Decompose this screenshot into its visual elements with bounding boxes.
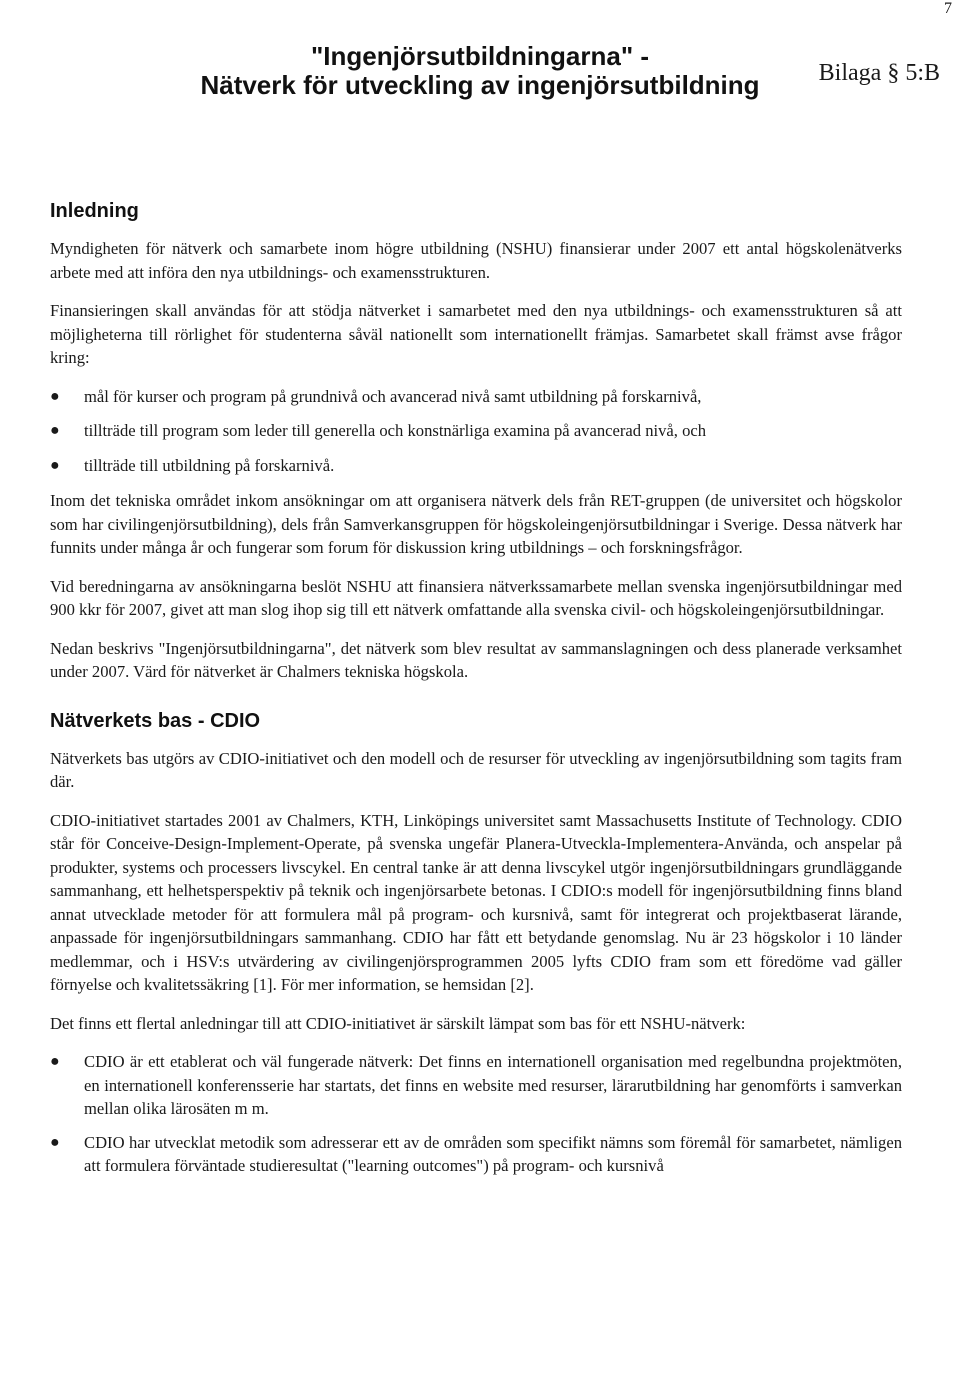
list-item-text: CDIO har utvecklat metodik som adresserar ett av de områden som specifikt nämns som föremål för samarbetet, nämligen att formulera förväntade studieresultat ("learning outcomes") på program- och kursnivå xyxy=(84,1132,902,1175)
list-item-text: mål för kurser och program på grundnivå och avancerad nivå samt utbildning på forskarnivå, xyxy=(84,386,702,406)
list-item-text: tillträde till utbildning på forskarnivå. xyxy=(84,455,335,475)
paragraph: Vid beredningarna av ansökningarna beslöt NSHU att finansiera nätverkssamarbete mellan svenska ingenjörsutbildningar med 900 kkr för 2007, givet att man slog ihop sig till ett nätverk omfattande alla svenska civil- och högskoleingenjörsutbildningar. xyxy=(50,576,902,619)
title-line-2: Nätverk för utveckling av ingenjörsutbildning xyxy=(200,70,760,100)
bullet-icon: ● xyxy=(50,387,60,405)
document-title xyxy=(0,42,960,100)
section-heading-inledning: Inledning xyxy=(50,200,139,222)
paragraph: CDIO-initiativet startades 2001 av Chalmers, KTH, Linköpings universitet samt Massachusetts Institute of Technology. CDIO står för Conceive-Design-Implement-Operate, på svenska ungefär Planera-Utveckla-Implementera-Använda, och anspelar på produkter, systems och processers livscykel. En central tanke är att denna livscykel utgör ingenjörsutbildningars grundläggande sammanhang, ett helhetsperspektiv på teknik och ingenjörsarbete betonas. I CDIO:s modell för ingenjörsutbildning finns bland annat utvecklade metoder för att formulera mål på program- och kursnivå, samt för integrerat och projektbaserat lärande, anpassade för ingenjörsutbildningars sammanhang. CDIO har fått ett betydande genomslag. Nu är 23 högskolor i 10 länder medlemmar, och i HSV:s utvärdering av civilingenjörsprogrammen 2005 lyfts CDIO fram som ett föredöme vad gäller förnyelse och kvalitetssäkring [1]. För mer information, se hemsidan [2]. xyxy=(50,810,902,994)
paragraph: Myndigheten för nätverk och samarbete inom högre utbildning (NSHU) finansierar under 2007 ett antal högskolenätverks arbete med att införa den nya utbildnings- och examensstrukturen. xyxy=(50,239,902,282)
bullet-list xyxy=(50,385,902,478)
list-item xyxy=(50,419,902,443)
paragraph: Nedan beskrivs "Ingenjörsutbildningarna", det nätverk som blev resultat av sammanslagningen och dess planerade verksamhet under 2007. Värd för nätverket är Chalmers tekniska högskola. xyxy=(50,638,902,681)
bullet-icon: ● xyxy=(50,1053,60,1070)
bullet-icon: ● xyxy=(50,456,60,474)
document-body xyxy=(50,200,902,1190)
list-item xyxy=(50,385,902,409)
list-item xyxy=(50,1131,902,1178)
bullet-list xyxy=(50,1050,902,1178)
paragraph: Inom det tekniska området inkom ansökningar om att organisera nätverk dels från RET-gruppen (de universitet och högskolor som har civilingenjörsutbildning), dels från Samverkansgruppen för högskoleingenjörsutbildningar i Sverige. Dessa nätverk har funnits under många år och fungerar som forum för diskussion kring utbildnings – och forskningsfrågor. xyxy=(50,491,902,557)
paragraph: Det finns ett flertal anledningar till att CDIO-initiativet är särskilt lämpat som bas för ett NSHU-nätverk: xyxy=(50,1013,746,1033)
title-line-1: "Ingenjörsutbildningarna" - xyxy=(310,41,650,71)
bullet-icon: ● xyxy=(50,1133,60,1151)
section-heading-cdio: Nätverkets bas - CDIO xyxy=(50,709,261,732)
paragraph: Finansieringen skall användas för att stödja nätverket i samarbetet med den nya utbildnings- och examensstrukturen så att möjligheterna till rörlighet för studenterna såväl nationellt som internationellt främjas. Samarbetet skall främst avse frågor kring: xyxy=(50,301,902,367)
list-item xyxy=(50,454,902,478)
list-item-text: CDIO är ett etablerat och väl fungerade nätverk: Det finns en internationell organisation med regelbundna projektmöten, en internationell konferensserie har startats, det finns en website med resurser, lärarutbildning har genomförts i samverkan mellan olika lärosäten m m. xyxy=(84,1052,902,1118)
appendix-label: Bilaga § 5:B xyxy=(818,60,940,86)
list-item-text: tillträde till program som leder till generella och konstnärliga examina på avancerad nivå, och xyxy=(84,421,707,440)
bullet-icon: ● xyxy=(50,422,60,439)
list-item xyxy=(50,1050,902,1121)
paragraph: Nätverkets bas utgörs av CDIO-initiativet och den modell och de resurser för utveckling av ingenjörsutbildning som tagits fram där. xyxy=(50,748,902,791)
page-number: 7 xyxy=(944,0,952,17)
